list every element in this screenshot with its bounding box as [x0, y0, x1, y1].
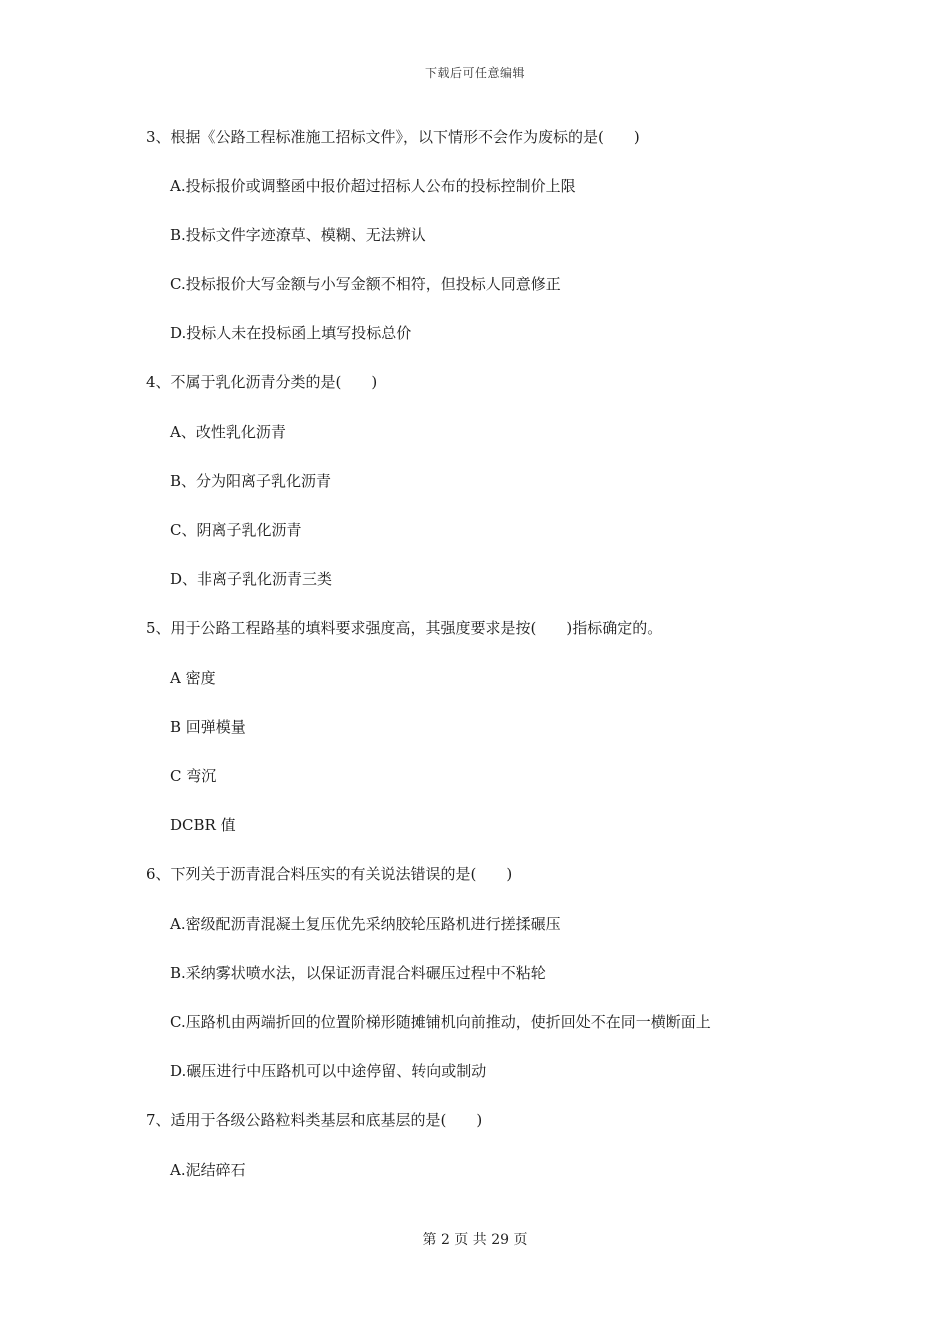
question-6-option-d: D.碾压进行中压路机可以中途停留、转向或制动 [170, 1062, 487, 1080]
question-5-option-d: DCBR 值 [170, 816, 236, 834]
question-6-option-a: A.密级配沥青混凝土复压优先采纳胶轮压路机进行搓揉碾压 [170, 915, 561, 933]
question-6-stem: 6、下列关于沥青混合料压实的有关说法错误的是( ) [146, 865, 513, 883]
question-3-stem: 3、根据《公路工程标准施工招标文件》，以下情形不会作为废标的是( ) [146, 128, 640, 146]
question-3-option-b: B.投标文件字迹潦草、模糊、无法辨认 [170, 226, 426, 244]
question-3-option-d: D.投标人未在投标函上填写投标总价 [170, 324, 412, 342]
question-4-option-b: B、分为阳离子乳化沥青 [170, 472, 332, 490]
question-7-option-a: A.泥结碎石 [170, 1161, 246, 1179]
question-3-option-c: C.投标报价大写金额与小写金额不相符，但投标人同意修正 [170, 275, 561, 293]
question-4-option-d: D、非离子乳化沥青三类 [170, 570, 333, 588]
question-7-stem: 7、适用于各级公路粒料类基层和底基层的是( ) [146, 1111, 483, 1129]
question-5-option-c: C 弯沉 [170, 767, 217, 785]
question-3-option-a: A.投标报价或调整函中报价超过招标人公布的投标控制价上限 [170, 177, 576, 195]
question-6-option-b: B.采纳雾状喷水法，以保证沥青混合料碾压过程中不粘轮 [170, 964, 546, 982]
question-6-option-c: C.压路机由两端折回的位置阶梯形随摊铺机向前推动，使折回处不在同一横断面上 [170, 1013, 711, 1031]
question-5-option-a: A 密度 [170, 669, 216, 687]
question-4-option-a: A、改性乳化沥青 [170, 423, 286, 441]
page-footer: 第 2 页 共 29 页 [422, 1232, 528, 1248]
page-header: 下载后可任意编辑 [424, 66, 525, 80]
question-5-option-b: B 回弹模量 [170, 718, 246, 736]
question-4-stem: 4、不属于乳化沥青分类的是( ) [146, 373, 378, 391]
question-5-stem: 5、用于公路工程路基的填料要求强度高，其强度要求是按( )指标确定的。 [146, 619, 663, 637]
question-4-option-c: C、阴离子乳化沥青 [170, 521, 302, 539]
